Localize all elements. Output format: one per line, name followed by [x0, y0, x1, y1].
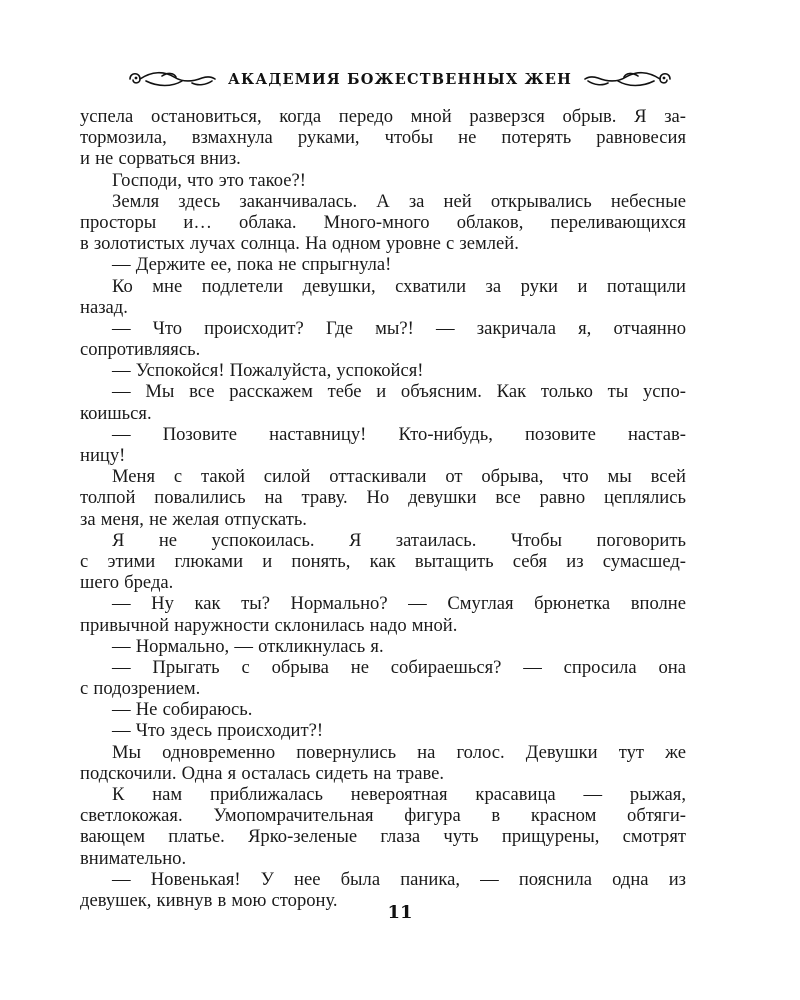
text-line: — Нормально, — откликнулась я.: [112, 635, 384, 657]
running-header: [80, 64, 720, 94]
flourish-ornament-icon: [582, 68, 678, 90]
text-line: Ко мне подлетели девушки, схватили за руки и потащили: [112, 275, 686, 297]
text-line: девушек, кивнув в мою сторону.: [80, 889, 338, 911]
text-line: успела остановиться, когда передо мной разверзся обрыв. Я за-: [80, 106, 686, 127]
text-line: — Держите ее, пока не спрыгнула!: [112, 254, 392, 276]
text-line: — Ну как ты? Нормально? — Смуглая брюнетка вполне: [112, 593, 686, 615]
text-line: сопротивляясь.: [80, 339, 201, 361]
text-line: светлокожая. Умопомрачительная фигура в красном обтяги-: [80, 805, 686, 827]
text-line: и не сорваться вниз.: [80, 148, 241, 170]
running-title: АКАДЕМИЯ БОЖЕСТВЕННЫХ ЖЕН: [228, 70, 572, 88]
text-line: — Что происходит? Где мы?! — закричала я, отчаянно: [112, 317, 686, 339]
text-line: в золотистых лучах солнца. На одном уровне с землей.: [80, 233, 519, 255]
page-body-text: [80, 106, 686, 911]
text-line: Я не успокоилась. Я затаилась. Чтобы поговорить: [112, 529, 686, 551]
text-line: К нам приближалась невероятная красавица — рыжая,: [112, 784, 686, 805]
text-line: вающем платье. Ярко-зеленые глаза чуть прищурены, смотрят: [80, 826, 686, 848]
text-line: — Новенькая! У нее была паника, — пояснила одна из: [112, 868, 686, 890]
text-line: просторы и… облака. Много-много облаков, переливающихся: [80, 211, 686, 233]
text-line: привычной наружности склонилась надо мной.: [80, 614, 458, 636]
text-line: ницу!: [80, 445, 126, 466]
text-line: внимательно.: [80, 847, 187, 869]
text-line: тормозила, взмахнула руками, чтобы не потерять равновесия: [80, 127, 686, 149]
text-line: коишься.: [80, 402, 152, 424]
text-line: — Прыгать с обрыва не собираешься? — спросила она: [112, 656, 686, 678]
text-line: — Мы все расскажем тебе и объясним. Как только ты успо-: [112, 381, 686, 403]
text-line: — Что здесь происходит?!: [112, 720, 324, 742]
text-line: назад.: [80, 296, 128, 318]
text-line: за меня, не желая отпускать.: [80, 508, 307, 530]
text-line: Меня с такой силой оттаскивали от обрыва, что мы всей: [112, 466, 686, 488]
flourish-ornament-icon: [122, 68, 218, 90]
text-line: толпой повалились на траву. Но девушки все равно цеплялись: [80, 487, 686, 509]
text-line: с подозрением.: [80, 678, 201, 700]
text-line: Мы одновременно повернулись на голос. Девушки тут же: [112, 741, 686, 763]
text-line: с этими глюками и понять, как вытащить себя из сумасшед-: [80, 550, 686, 572]
text-line: — Позовите наставницу! Кто-нибудь, позовите настав-: [112, 423, 686, 445]
text-line: Господи, что это такое?!: [112, 169, 306, 191]
page-number: 11: [387, 902, 413, 923]
text-line: — Не собираюсь.: [112, 699, 253, 721]
text-line: — Успокойся! Пожалуйста, успокойся!: [112, 360, 424, 382]
text-line: шего бреда.: [80, 572, 174, 594]
text-line: подскочили. Одна я осталась сидеть на траве.: [80, 762, 445, 784]
text-line: Земля здесь заканчивалась. А за ней открывались небесные: [112, 190, 686, 212]
